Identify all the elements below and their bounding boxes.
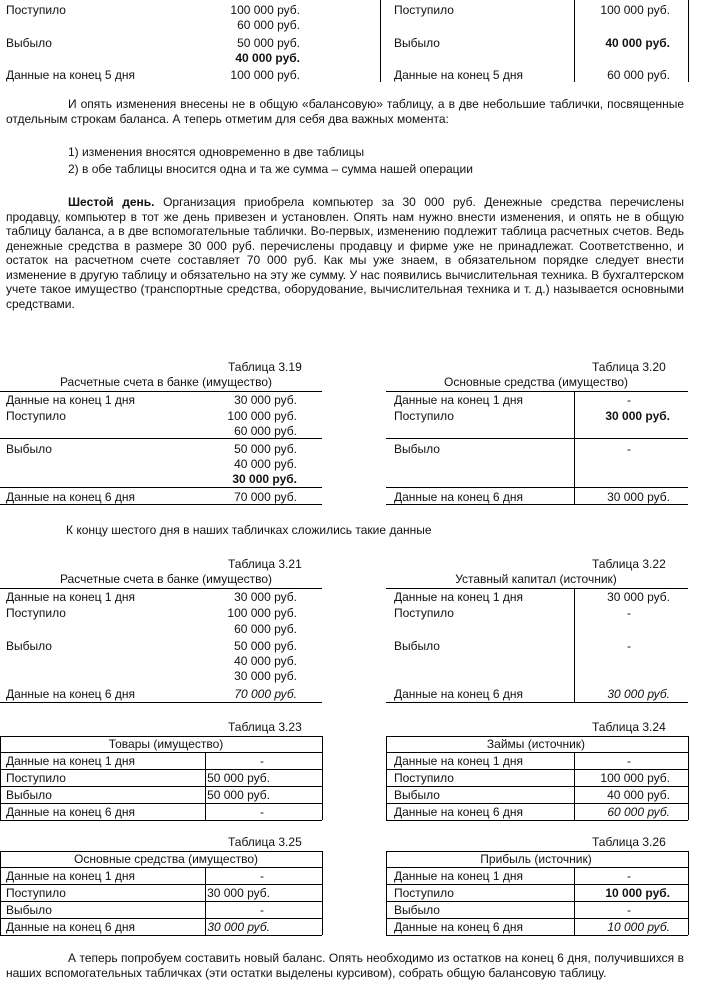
- row-label: Данные на конец 1 дня: [394, 393, 524, 407]
- cell-value: 30 000 руб.: [607, 687, 670, 701]
- row-label: Выбыло: [6, 442, 52, 456]
- paragraph: [6, 195, 684, 311]
- cell-value: 50 000 руб.: [207, 771, 270, 785]
- cell-value: 100 000 руб.: [600, 771, 670, 785]
- row-label: Данные на конец 1 дня: [6, 590, 136, 604]
- table-border: [380, 0, 381, 82]
- cell-value: 70 000 руб.: [234, 490, 297, 504]
- row-label: Выбыло: [6, 903, 52, 917]
- cell-value: 40 000 руб.: [605, 36, 670, 50]
- table-rule: [386, 504, 688, 505]
- cell-value: 30 000 руб.: [607, 490, 670, 504]
- table-rule: [386, 702, 688, 703]
- cell-value: -: [260, 754, 264, 768]
- table-border: [688, 851, 689, 935]
- row-label: Поступило: [394, 3, 454, 17]
- row-label: Поступило: [6, 3, 66, 17]
- table-rule: [0, 752, 322, 753]
- table-caption: Таблица 3.22: [592, 557, 666, 571]
- cell-value: 60 000 руб.: [234, 424, 297, 438]
- cell-value: -: [627, 606, 631, 620]
- row-label: Данные на конец 1 дня: [394, 869, 524, 883]
- cell-value: 30 000 руб.: [607, 590, 670, 604]
- cell-value: 30 000 руб.: [232, 472, 297, 486]
- cell-value: -: [627, 393, 631, 407]
- table-rule: [386, 901, 688, 902]
- table-rule: [0, 438, 322, 439]
- table-caption: Таблица 3.26: [592, 835, 666, 849]
- row-label: Поступило: [6, 409, 66, 423]
- row-label: Поступило: [6, 886, 66, 900]
- row-label: Данные на конец 5 дня: [394, 68, 524, 82]
- table-caption: Таблица 3.25: [228, 835, 302, 849]
- table-rule: [0, 769, 322, 770]
- cell-value: -: [260, 805, 264, 819]
- cell-value: 50 000 руб.: [207, 788, 270, 802]
- row-label: Данные на конец 5 дня: [6, 68, 136, 82]
- table-rule: [0, 867, 322, 868]
- table-title: Займы (источник): [486, 737, 586, 751]
- cell-value: 40 000 руб.: [235, 51, 300, 65]
- row-label: Поступило: [394, 606, 454, 620]
- cell-value: 50 000 руб.: [237, 36, 300, 50]
- table-rule: [386, 769, 688, 770]
- cell-value: 100 000 руб.: [600, 3, 670, 17]
- table-title: Расчетные счета в банке (имущество): [59, 572, 273, 586]
- table-border: [0, 736, 1, 820]
- cell-value: -: [627, 639, 631, 653]
- row-label: Данные на конец 6 дня: [6, 920, 136, 934]
- table-border: [688, 736, 689, 820]
- table-caption: Таблица 3.20: [592, 360, 666, 374]
- table-rule: [386, 820, 688, 821]
- cell-value: 30 000 руб.: [605, 409, 670, 423]
- table-title: Основные средства (имущество): [73, 852, 258, 866]
- row-label: Данные на конец 6 дня: [394, 805, 524, 819]
- cell-value: -: [627, 869, 631, 883]
- table-rule: [386, 487, 688, 488]
- table-rule: [0, 391, 322, 392]
- table-border: [688, 0, 689, 82]
- row-label: Данные на конец 6 дня: [6, 805, 136, 819]
- row-label: Данные на конец 1 дня: [6, 393, 136, 407]
- cell-value: 60 000 руб.: [607, 805, 670, 819]
- row-label: Выбыло: [394, 788, 440, 802]
- row-label: Выбыло: [394, 36, 440, 50]
- cell-value: 30 000 руб.: [207, 920, 270, 934]
- cell-value: 100 000 руб.: [227, 606, 297, 620]
- row-label: Выбыло: [6, 788, 52, 802]
- cell-value: 50 000 руб.: [234, 639, 297, 653]
- table-caption: Таблица 3.23: [228, 720, 302, 734]
- table-border: [322, 851, 323, 935]
- table-rule: [0, 901, 322, 902]
- cell-value: -: [260, 869, 264, 883]
- cell-value: 50 000 руб.: [234, 442, 297, 456]
- cell-value: 70 000 руб.: [234, 687, 297, 701]
- table-title: Товары (имущество): [108, 737, 224, 751]
- table-rule: [386, 588, 688, 589]
- row-label: Данные на конец 6 дня: [6, 687, 136, 701]
- row-label: Поступило: [394, 886, 454, 900]
- table-rule: [0, 803, 322, 804]
- row-label: Данные на конец 1 дня: [394, 590, 524, 604]
- table-border: [322, 736, 323, 820]
- cell-value: -: [627, 442, 631, 456]
- table-title: Основные средства (имущество): [443, 375, 628, 389]
- list-item: 1) изменения вносятся одновременно в две таблицы: [68, 145, 365, 159]
- row-label: Данные на конец 1 дня: [394, 754, 524, 768]
- row-label: Поступило: [6, 606, 66, 620]
- table-rule: [0, 918, 322, 919]
- cell-value: 30 000 руб.: [234, 393, 297, 407]
- table-border: [574, 588, 575, 702]
- cell-value: 100 000 руб.: [230, 68, 300, 82]
- row-label: Данные на конец 1 дня: [6, 869, 136, 883]
- cell-value: 60 000 руб.: [234, 622, 297, 636]
- paragraph: И опять изменения внесены не в общую «балансовую» таблицу, а в две небольшие таблички, посвященные отдельным строкам баланса. А теперь отметим для себя два важных момента:: [6, 97, 684, 126]
- table-rule: [386, 918, 688, 919]
- row-label: Данные на конец 6 дня: [394, 920, 524, 934]
- cell-value: 100 000 руб.: [227, 409, 297, 423]
- row-label: Поступило: [394, 409, 454, 423]
- table-border: [386, 851, 387, 935]
- cell-value: 60 000 руб.: [237, 18, 300, 32]
- row-label: Выбыло: [394, 442, 440, 456]
- table-rule: [386, 391, 688, 392]
- cell-value: 40 000 руб.: [607, 788, 670, 802]
- cell-value: 100 000 руб.: [230, 3, 300, 17]
- cell-value: -: [627, 754, 631, 768]
- row-label: Данные на конец 1 дня: [6, 754, 136, 768]
- paragraph-lead: Шестой день.: [68, 195, 155, 209]
- table-border: [0, 851, 1, 935]
- table-title: Прибыль (источник): [480, 852, 592, 866]
- table-rule: [0, 935, 322, 936]
- table-caption: Таблица 3.19: [228, 360, 302, 374]
- cell-value: 40 000 руб.: [234, 654, 297, 668]
- cell-value: 10 000 руб.: [607, 920, 670, 934]
- row-label: Данные на конец 6 дня: [6, 490, 136, 504]
- cell-value: 30 000 руб.: [207, 886, 270, 900]
- list-item: 2) в обе таблицы вносится одна и та же сумма – сумма нашей операции: [68, 162, 473, 176]
- table-rule: [0, 786, 322, 787]
- table-border: [386, 736, 387, 820]
- table-caption: Таблица 3.24: [592, 720, 666, 734]
- table-rule: [386, 867, 688, 868]
- table-border: [574, 0, 575, 82]
- table-rule: [0, 702, 322, 703]
- row-label: Выбыло: [6, 639, 52, 653]
- table-rule: [0, 820, 322, 821]
- table-rule: [0, 884, 322, 885]
- table-rule: [386, 803, 688, 804]
- table-rule: [386, 935, 688, 936]
- cell-value: 30 000 руб.: [234, 590, 297, 604]
- row-label: Выбыло: [394, 639, 440, 653]
- table-rule: [0, 504, 322, 505]
- row-label: Данные на конец 6 дня: [394, 687, 524, 701]
- table-rule: [0, 588, 322, 589]
- table-rule: [386, 884, 688, 885]
- paragraph-text: Организация приобрела компьютер за 30 000 руб. Денежные средства перечислены продавцу, компьютер в тот же день привезен и установлен. Опять нам нужно внести изменения, и опять не в общую таблицу баланса, а в две вспомогательные таблички. Во-первых, изменению подлежит таблица расчетных счетов. Ведь денежные средства в размере 30 000 руб. перечислены продавцу и фирме уже не принадлежат. Соответственно, и остаток на расчетном счете составляет 70 000 руб. Как мы уже знаем, в обязательном порядке следует внести изменение в другую таблицу и обязательно на эту же сумму. У нас появились вычислительная техника. В бухгалтерском учете такое имущество (транспортные средства, оборудование, вычислительная техника и т. д.) называется основными средствами.: [6, 195, 684, 311]
- row-label: Выбыло: [394, 903, 440, 917]
- cell-value: 40 000 руб.: [234, 457, 297, 471]
- row-label: Выбыло: [6, 36, 52, 50]
- table-rule: [386, 786, 688, 787]
- row-label: Поступило: [394, 771, 454, 785]
- table-caption: Таблица 3.21: [228, 557, 302, 571]
- table-rule: [386, 752, 688, 753]
- table-rule: [386, 438, 688, 439]
- sentence: К концу шестого дня в наших табличках сложились такие данные: [66, 523, 432, 537]
- cell-value: 10 000 руб.: [605, 886, 670, 900]
- table-title: Уставный капитал (источник): [455, 572, 617, 586]
- cell-value: 30 000 руб.: [234, 669, 297, 683]
- cell-value: 60 000 руб.: [607, 68, 670, 82]
- row-label: Поступило: [6, 771, 66, 785]
- table-title: Расчетные счета в банке (имущество): [59, 375, 273, 389]
- paragraph: А теперь попробуем составить новый баланс. Опять необходимо из остатков на конец 6 дня, получившихся в наших вспомогательных табличках (эти остатки выделены курсивом), собрать общую балансовую таблицу.: [6, 951, 684, 980]
- row-label: Данные на конец 6 дня: [394, 490, 524, 504]
- cell-value: -: [627, 903, 631, 917]
- cell-value: -: [260, 903, 264, 917]
- table-rule: [0, 487, 322, 488]
